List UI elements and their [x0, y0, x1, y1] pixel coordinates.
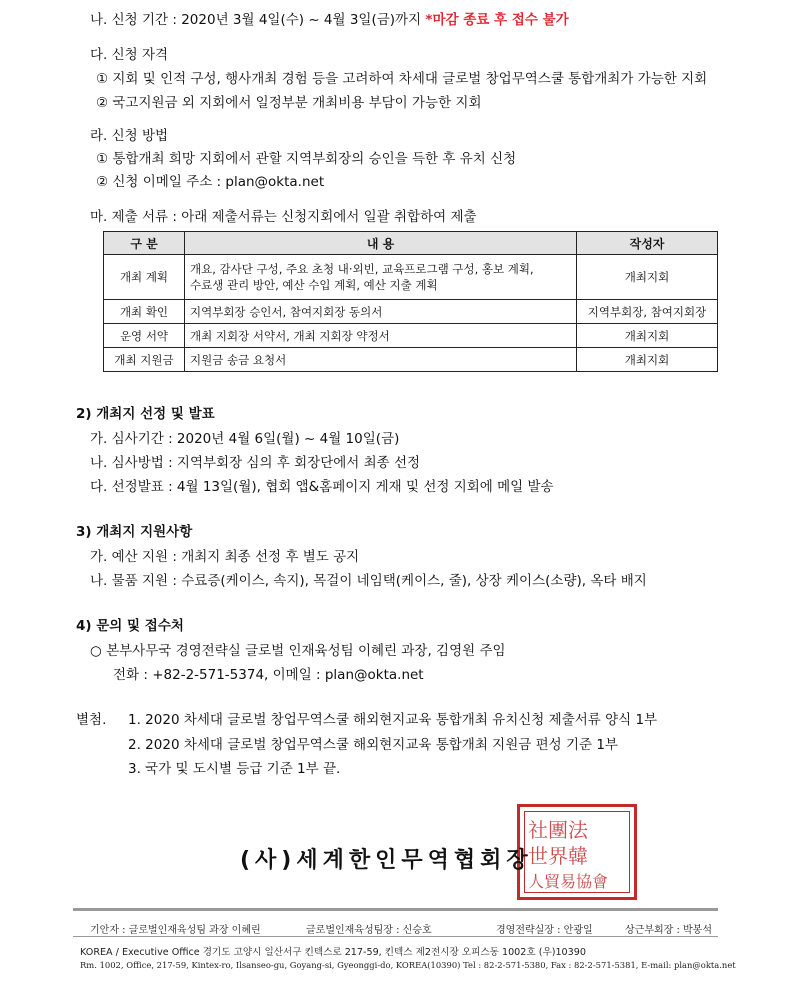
table-row: [104, 324, 718, 348]
row-category: 개최 확인: [104, 300, 185, 324]
footer-divider: [73, 908, 718, 911]
row-category: 개최 계획: [104, 255, 185, 300]
goods-support: 나. 물품 지원 : 수료증(케이스, 속지), 목걸이 네임택(케이스, 줄), 상장 케이스(소량), 옥타 배지: [90, 573, 647, 589]
application-period-text: 나. 신청 기간 : 2020년 3월 4일(수) ~ 4월 3일(금)까지: [90, 12, 426, 28]
row-content-line-1: 개요, 감사단 구성, 주요 초청 내·외빈, 교육프로그램 구성, 홍보 계획,: [190, 262, 534, 276]
attachment-item-2: 2. 2020 차세대 글로벌 창업무역스쿨 해외현지교육 통합개최 지원금 편성 기준 1부: [128, 737, 618, 753]
row-category: 개최 지원금: [104, 348, 185, 372]
eligibility-item-2: ② 국고지원금 외 지회에서 일정부분 개최비용 부담이 가능한 지회: [96, 95, 482, 111]
seal-lettering: [528, 817, 608, 895]
official-seal: [517, 804, 637, 900]
table-row: [104, 348, 718, 372]
row-author: 개최지회: [577, 324, 718, 348]
method-item-2: ② 신청 이메일 주소 : plan@okta.net: [96, 174, 325, 190]
row-content-line-2: 수료생 관리 방안, 예산 수입 계획, 예산 지출 계획: [190, 278, 438, 292]
review-method: 나. 심사방법 : 지역부회장 심의 후 회장단에서 최종 선정: [90, 455, 421, 471]
section-2-title: 2) 개최지 선정 및 발표: [76, 406, 215, 422]
row-content: 지역부회장 승인서, 참여지회장 동의서: [185, 300, 577, 324]
row-author: 개최지회: [577, 255, 718, 300]
table-header-row: [104, 232, 718, 255]
header-author: 작성자: [577, 232, 718, 255]
table-row: [104, 255, 718, 300]
row-category: 운영 서약: [104, 324, 185, 348]
table-row: [104, 300, 718, 324]
row-content: 지원금 송금 요청서: [185, 348, 577, 372]
attachment-item-3: 3. 국가 및 도시별 등급 기준 1부 끝.: [128, 761, 341, 777]
contact-info: 전화 : +82-2-571-5374, 이메일 : plan@okta.net: [113, 667, 424, 683]
method-item-1: ① 통합개최 희망 지회에서 관할 지역부회장의 승인을 득한 후 유치 신청: [96, 151, 517, 167]
attachment-item-1: 1. 2020 차세대 글로벌 창업무역스쿨 해외현지교육 통합개최 유치신청 제출서류 양식 1부: [128, 712, 658, 728]
header-category: 구 분: [104, 232, 185, 255]
issuer-title: (사)세계한인무역협회장: [240, 848, 533, 873]
seal-line-2: 世界韓: [528, 844, 588, 868]
footer-vp: 상근부회장 : 박봉석: [625, 925, 713, 936]
row-content: [185, 255, 577, 300]
documents-table: [103, 231, 718, 372]
section-4-title: 4) 문의 및 접수처: [76, 618, 184, 634]
header-content: 내 용: [185, 232, 577, 255]
eligibility-heading: 다. 신청 자격: [90, 47, 169, 63]
section-3-title: 3) 개최지 지원사항: [76, 524, 193, 540]
footer-address-en: Rm. 1002, Office, 217-59, Kintex-ro, Ilsanseo-gu, Goyang-si, Gyeonggi-do, KOREA(10390) Tel : 82-2-571-5380, Fax : 82-2-571-5381, E-mail: plan@okta.net: [80, 960, 736, 970]
attachment-label: 별첨.: [76, 712, 107, 728]
eligibility-item-1: ① 지회 및 인적 구성, 행사개최 경험 등을 고려하여 차세대 글로벌 창업무역스쿨 통합개최가 가능한 지회: [96, 71, 708, 87]
documents-heading: 마. 제출 서류 : 아래 제출서류는 신청지회에서 일괄 취합하여 제출: [90, 209, 477, 225]
row-author: 개최지회: [577, 348, 718, 372]
seal-line-3: 人貿易協會: [528, 872, 609, 891]
footer-team-lead: 글로벌인재육성팀장 : 신승호: [306, 925, 432, 936]
footer-thin-divider: [73, 936, 718, 937]
footer-address-kr: KOREA / Executive Office 경기도 고양시 일산서구 킨텍스로 217-59, 킨텍스 제2전시장 오피스동 1002호 (우)10390: [80, 947, 586, 958]
footer-director: 경영전략실장 : 안광일: [496, 925, 593, 936]
row-content: 개최 지회장 서약서, 개최 지회장 약정서: [185, 324, 577, 348]
footer-drafter: 기안자 : 글로벌인재육성팀 과장 이혜린: [90, 925, 261, 936]
announcement: 다. 선정발표 : 4월 13일(월), 협회 앱&홈페이지 게재 및 선정 지회에 메일 발송: [90, 479, 554, 495]
seal-line-1: 社團法: [528, 818, 588, 842]
budget-support: 가. 예산 지원 : 개최지 최종 선정 후 별도 공지: [90, 549, 360, 565]
row-author: 지역부회장, 참여지회장: [577, 300, 718, 324]
deadline-warning: *마감 종료 후 접수 불가: [425, 12, 569, 28]
review-period: 가. 심사기간 : 2020년 4월 6일(월) ~ 4월 10일(금): [90, 431, 400, 447]
contact-person: ○ 본부사무국 경영전략실 글로벌 인재육성팀 이혜린 과장, 김영원 주임: [90, 643, 506, 659]
application-period: [90, 11, 569, 29]
method-heading: 라. 신청 방법: [90, 128, 169, 144]
